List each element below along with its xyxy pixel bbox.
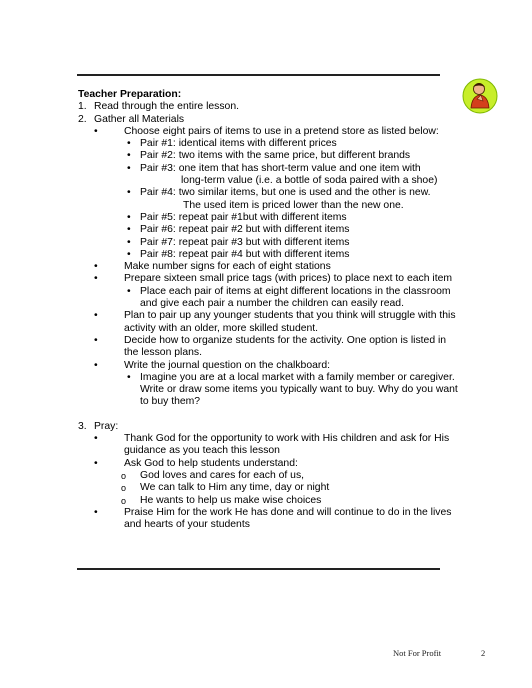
list-item-text: He wants to help us make wise choices (140, 494, 322, 506)
bullet-icon: • (127, 150, 131, 162)
bullet-icon: • (94, 506, 98, 518)
circle-bullet-icon: o (121, 470, 127, 481)
step-2 (78, 114, 458, 126)
pair-text: repeat pair #4 but with different items (178, 248, 350, 260)
bullet-icon: • (127, 224, 131, 236)
list-item (78, 507, 458, 532)
list-item (78, 495, 458, 507)
bullet-icon: • (127, 162, 131, 174)
list-item (78, 470, 458, 482)
list-item (78, 150, 458, 162)
pair-text: repeat pair #2 but with different items (178, 224, 350, 236)
bullet-icon: • (94, 457, 98, 469)
pair-label: Pair #8: (140, 248, 176, 260)
list-item-text: Ask God to help students understand: (124, 457, 298, 469)
list-item-text: Thank God for the opportunity to work with His children and ask for His guidance as you teach this lesson (124, 433, 450, 457)
bullet-icon: • (127, 211, 131, 223)
list-item (78, 163, 458, 188)
step-1 (78, 101, 458, 113)
pair-text: two items with the same price, but different brands (178, 150, 411, 162)
list-item-text: Plan to pair up any younger students that you think will struggle with this activity with an older, more skilled student. (124, 310, 456, 334)
list-item (78, 212, 458, 224)
pair-text: repeat pair #1but with different items (178, 211, 347, 223)
bullet-icon: • (127, 248, 131, 260)
bullet-icon: • (127, 187, 131, 199)
list-item-text: Place each pair of items at eight different locations in the classroom and give each pair a number the children can easily read. (140, 285, 451, 310)
bullet-icon: • (127, 371, 131, 383)
pair-label: Pair #2: (140, 150, 176, 162)
pair-label: Pair #1: (140, 138, 176, 150)
list-item (78, 237, 458, 249)
bullet-icon: • (127, 236, 131, 248)
pair-label: Pair #7: (140, 236, 176, 248)
bullet-icon: • (94, 125, 98, 137)
list-item (78, 433, 458, 458)
list-item (78, 458, 458, 470)
pairs-list (78, 138, 458, 261)
journal-question: Imagine you are at a local market with a family member or caregiver. Write or draw some items you typically want to buy. Why do you want to buy them? (140, 371, 458, 408)
pair-text: one item that has short-term value and one item with (178, 162, 421, 174)
list-item (78, 482, 458, 494)
step-text: Gather all Materials (94, 113, 185, 125)
pair-text-continued: The used item is priced lower than the new one. (183, 199, 404, 211)
top-rule (77, 74, 440, 76)
list-item-text: Make number signs for each of eight stations (124, 261, 331, 273)
bullet-icon: • (94, 433, 98, 445)
footer-text: Not For Profit (393, 648, 442, 658)
bullet-icon: • (127, 138, 131, 150)
list-item (78, 138, 458, 150)
pair-label: Pair #5: (140, 211, 176, 223)
step-text: Pray: (94, 420, 119, 432)
section-heading: Teacher Preparation: (78, 89, 182, 100)
student-praying-icon (462, 78, 498, 114)
bullet-icon: • (94, 334, 98, 346)
list-item (78, 187, 458, 212)
list-item-text: Praise Him for the work He has done and will continue to do in the lives and hearts of your students (124, 506, 452, 531)
bullet-icon: • (94, 261, 98, 273)
step-number: 2. (78, 113, 87, 125)
bullet-icon: • (94, 273, 98, 285)
list-item (78, 261, 458, 273)
pair-text: identical items with different prices (178, 138, 337, 150)
list-item-text: Prepare sixteen small price tags (with prices) to place next to each item (124, 273, 453, 285)
list-item-text: Write the journal question on the chalkboard: (124, 359, 331, 371)
pair-label: Pair #6: (140, 224, 176, 236)
bottom-rule (77, 568, 440, 570)
list-item (78, 335, 458, 360)
list-item (78, 310, 458, 335)
pair-label: Pair #3: (140, 162, 176, 174)
teacher-preparation-section (78, 89, 458, 531)
list-item-text: We can talk to Him any time, day or night (140, 482, 330, 494)
bullet-icon: • (94, 359, 98, 371)
list-item-text: God loves and cares for each of us, (140, 469, 305, 481)
list-item-text: Choose eight pairs of items to use in a pretend store as listed below: (124, 125, 439, 137)
bullet-icon: • (94, 310, 98, 322)
step-number: 3. (78, 420, 87, 432)
list-item (78, 249, 458, 261)
list-item (78, 372, 458, 409)
list-item (78, 286, 458, 311)
pair-text: two similar items, but one is used and the other is new. (178, 187, 431, 199)
list-item (78, 360, 458, 372)
list-item (78, 224, 458, 236)
pair-text: repeat pair #3 but with different items (178, 236, 350, 248)
list-item (78, 126, 458, 138)
page-number: 2 (481, 648, 486, 658)
step-number: 1. (78, 101, 87, 113)
circle-bullet-icon: o (121, 483, 127, 494)
pair-text-continued: long-term value (i.e. a bottle of soda paired with a shoe) (181, 175, 438, 187)
circle-bullet-icon: o (121, 495, 127, 506)
step-3 (78, 421, 458, 433)
list-item-text: Decide how to organize students for the activity. One option is listed in the lesson plans. (124, 334, 447, 359)
pair-label: Pair #4: (140, 187, 176, 199)
step-text: Read through the entire lesson. (94, 101, 239, 113)
spacer (78, 409, 458, 421)
list-item (78, 273, 458, 285)
bullet-icon: • (127, 285, 131, 297)
